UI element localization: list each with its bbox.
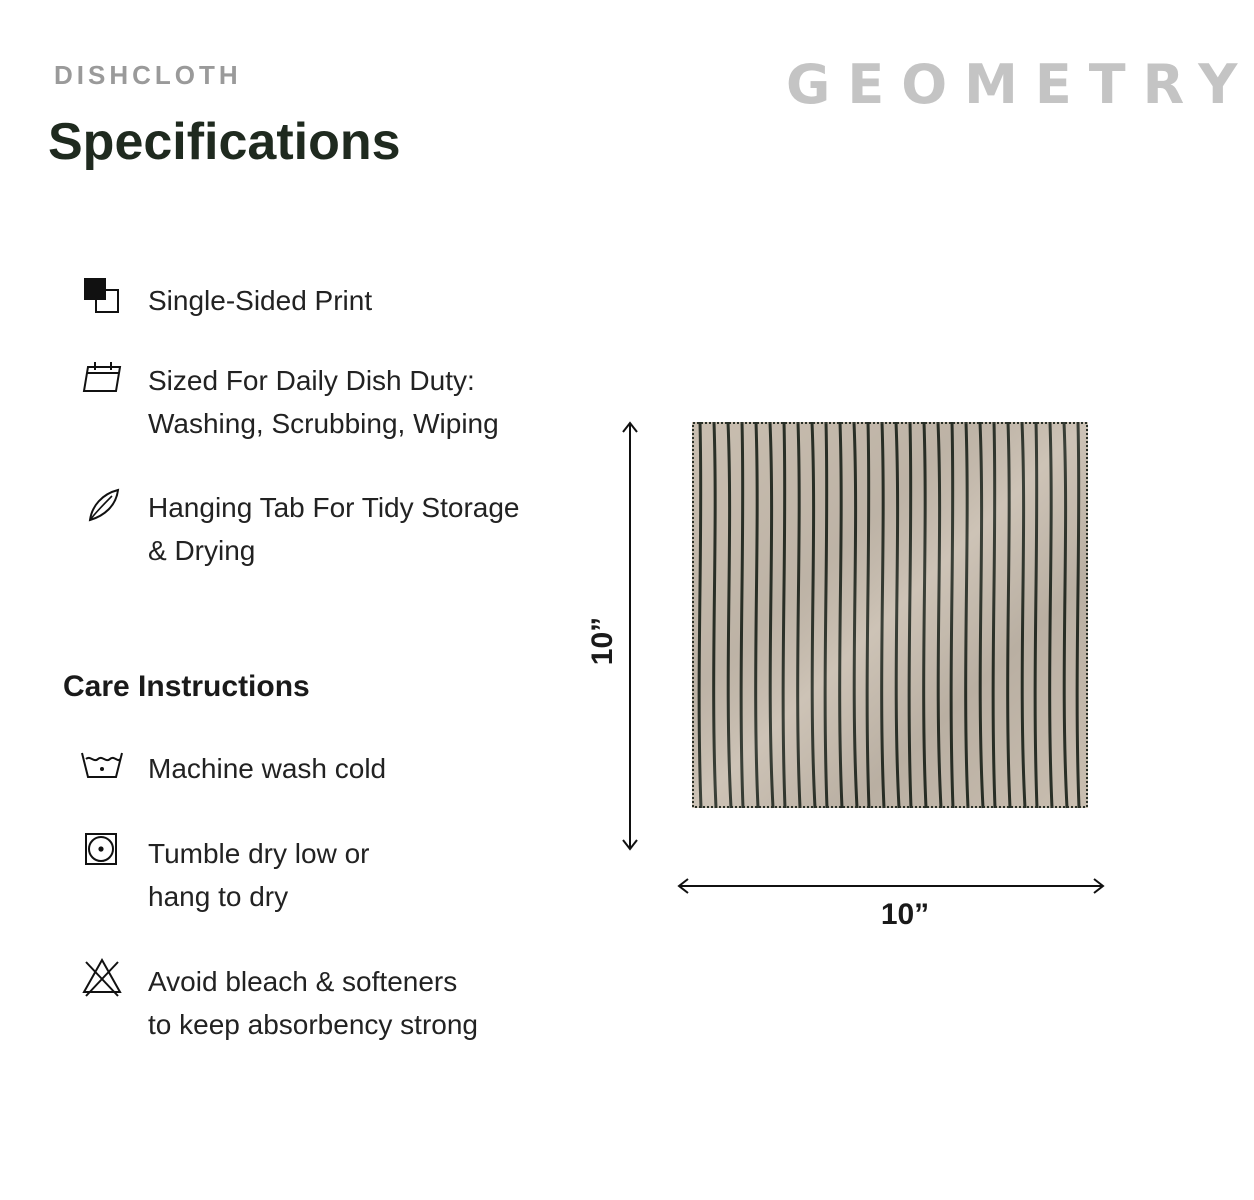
leaf-icon <box>80 482 124 526</box>
page-title: Specifications <box>48 113 401 171</box>
single-sided-print-icon <box>80 275 124 319</box>
no-bleach-icon <box>80 956 124 1000</box>
width-dimension-arrow <box>676 874 1106 898</box>
width-label: 10” <box>880 898 930 931</box>
dishcloth-image <box>692 422 1088 808</box>
feature-text: Hanging Tab For Tidy Storage & Drying <box>148 492 520 566</box>
care-item-dry <box>80 832 369 918</box>
feature-text: Sized For Daily Dish Duty: Washing, Scrubbing, Wiping <box>148 365 499 439</box>
feature-text: Single-Sided Print <box>148 285 373 316</box>
brand-logo: GEOMETRY <box>786 53 1254 116</box>
care-item-bleach <box>80 960 478 1046</box>
feature-sized <box>80 359 499 445</box>
feature-hanging-tab <box>80 486 519 572</box>
calendar-icon <box>80 355 124 399</box>
care-item-wash <box>80 747 386 790</box>
care-heading: Care Instructions <box>63 670 310 703</box>
care-text: Avoid bleach & softeners to keep absorbency strong <box>148 966 478 1040</box>
care-text: Tumble dry low or hang to dry <box>148 838 370 912</box>
feature-single-sided <box>80 279 372 322</box>
machine-wash-cold-icon <box>80 743 124 787</box>
tumble-dry-low-icon <box>80 828 124 872</box>
height-dimension-arrow <box>618 420 642 852</box>
eyebrow-label: DISHCLOTH <box>54 60 242 90</box>
care-text: Machine wash cold <box>148 753 387 784</box>
height-label: 10” <box>586 616 619 666</box>
